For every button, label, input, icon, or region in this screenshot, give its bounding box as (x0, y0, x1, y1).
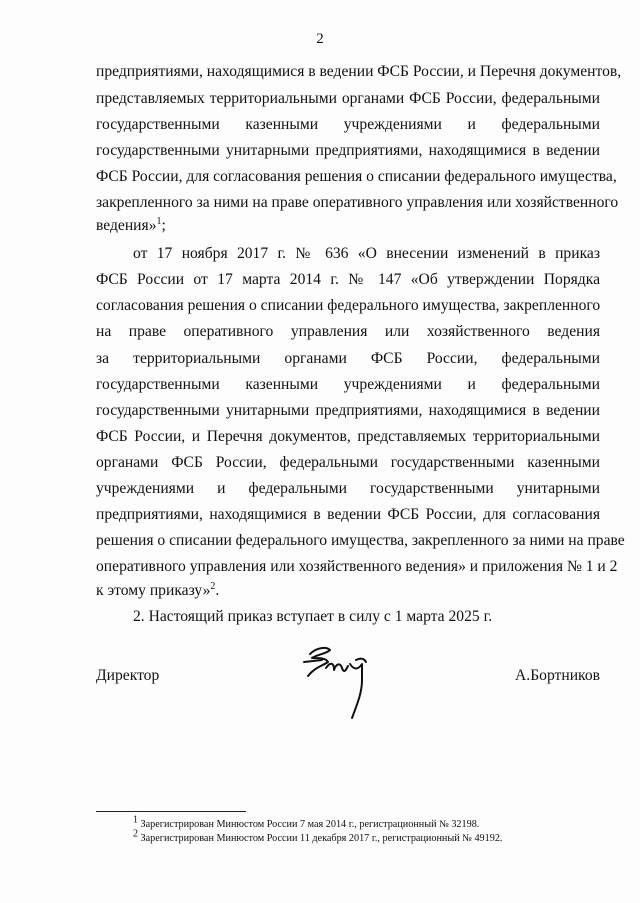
text-line: предприятиями, находящимися в ведении ФСБ России, и Перечня документов, (96, 63, 622, 80)
text-line (96, 216, 600, 235)
text-line: за территориальными органами ФСБ России, федеральными (96, 350, 600, 367)
text-line: государственными унитарными предприятиями, находящимися в ведении (96, 402, 600, 419)
text-line: решения о списании федерального имущества, закрепленного за ними на праве (96, 532, 625, 549)
footnote-mark: 1 (133, 814, 138, 826)
footnote-mark: 2 (133, 828, 138, 840)
text-line: органами ФСБ России, федеральными государственными казенными (96, 454, 600, 471)
text-line: ФСБ России, для согласования решения о списании федерального имущества, (96, 168, 617, 185)
text-line (96, 581, 600, 600)
text-fragment: к этому приказу» (96, 582, 211, 599)
text-fragment: ведения» (96, 217, 157, 234)
text-line: закрепленного за ними на праве оперативного управления или хозяйственного (96, 194, 619, 211)
footnote-ref-2: 2 (210, 580, 216, 592)
footnote-1 (133, 814, 480, 831)
footnote-text: Зарегистрирован Минюстом России 11 декабря 2017 г., регистрационный № 49192. (140, 833, 503, 844)
signatory-name: А.Бортников (515, 667, 600, 684)
text-line: оперативного управления или хозяйственного ведения» и приложения № 1 и 2 (96, 558, 618, 575)
footnote-divider (96, 811, 246, 812)
handwritten-signature (296, 640, 380, 722)
text-line: согласования решения о списании федерального имущества, закрепленного (96, 297, 601, 314)
footnote-text: Зарегистрирован Минюстом России 7 мая 2014 г., регистрационный № 32198. (140, 819, 480, 830)
text-line: на праве оперативного управления или хозяйственного ведения (96, 323, 600, 340)
text-line: учреждениями и федеральными государственными унитарными (96, 480, 600, 497)
text-line: 2. Настоящий приказ вступает в силу с 1 марта 2025 г. (133, 608, 493, 625)
footnote-2 (133, 828, 503, 845)
text-line: от 17 ноября 2017 г. № 636 «О внесении изменений в приказ (133, 245, 600, 262)
text-line: представляемых территориальными органами ФСБ России, федеральными (96, 90, 600, 107)
text-fragment: . (215, 582, 220, 599)
text-line: ФСБ России от 17 марта 2014 г. № 147 «Об утверждении Порядка (96, 271, 600, 288)
text-line: предприятиями, находящимися в ведении ФСБ России, для согласования (96, 506, 600, 523)
page-number: 2 (316, 31, 324, 47)
text-line: государственными унитарными предприятиями, находящимися в ведении (96, 142, 600, 159)
text-line: государственными казенными учреждениями и федеральными (96, 116, 600, 133)
footnote-ref-1: 1 (156, 215, 162, 227)
text-line: ФСБ России, и Перечня документов, представляемых территориальными (96, 428, 600, 445)
signatory-title: Директор (96, 667, 160, 684)
text-fragment: ; (161, 217, 166, 234)
text-line: государственными казенными учреждениями и федеральными (96, 376, 600, 393)
